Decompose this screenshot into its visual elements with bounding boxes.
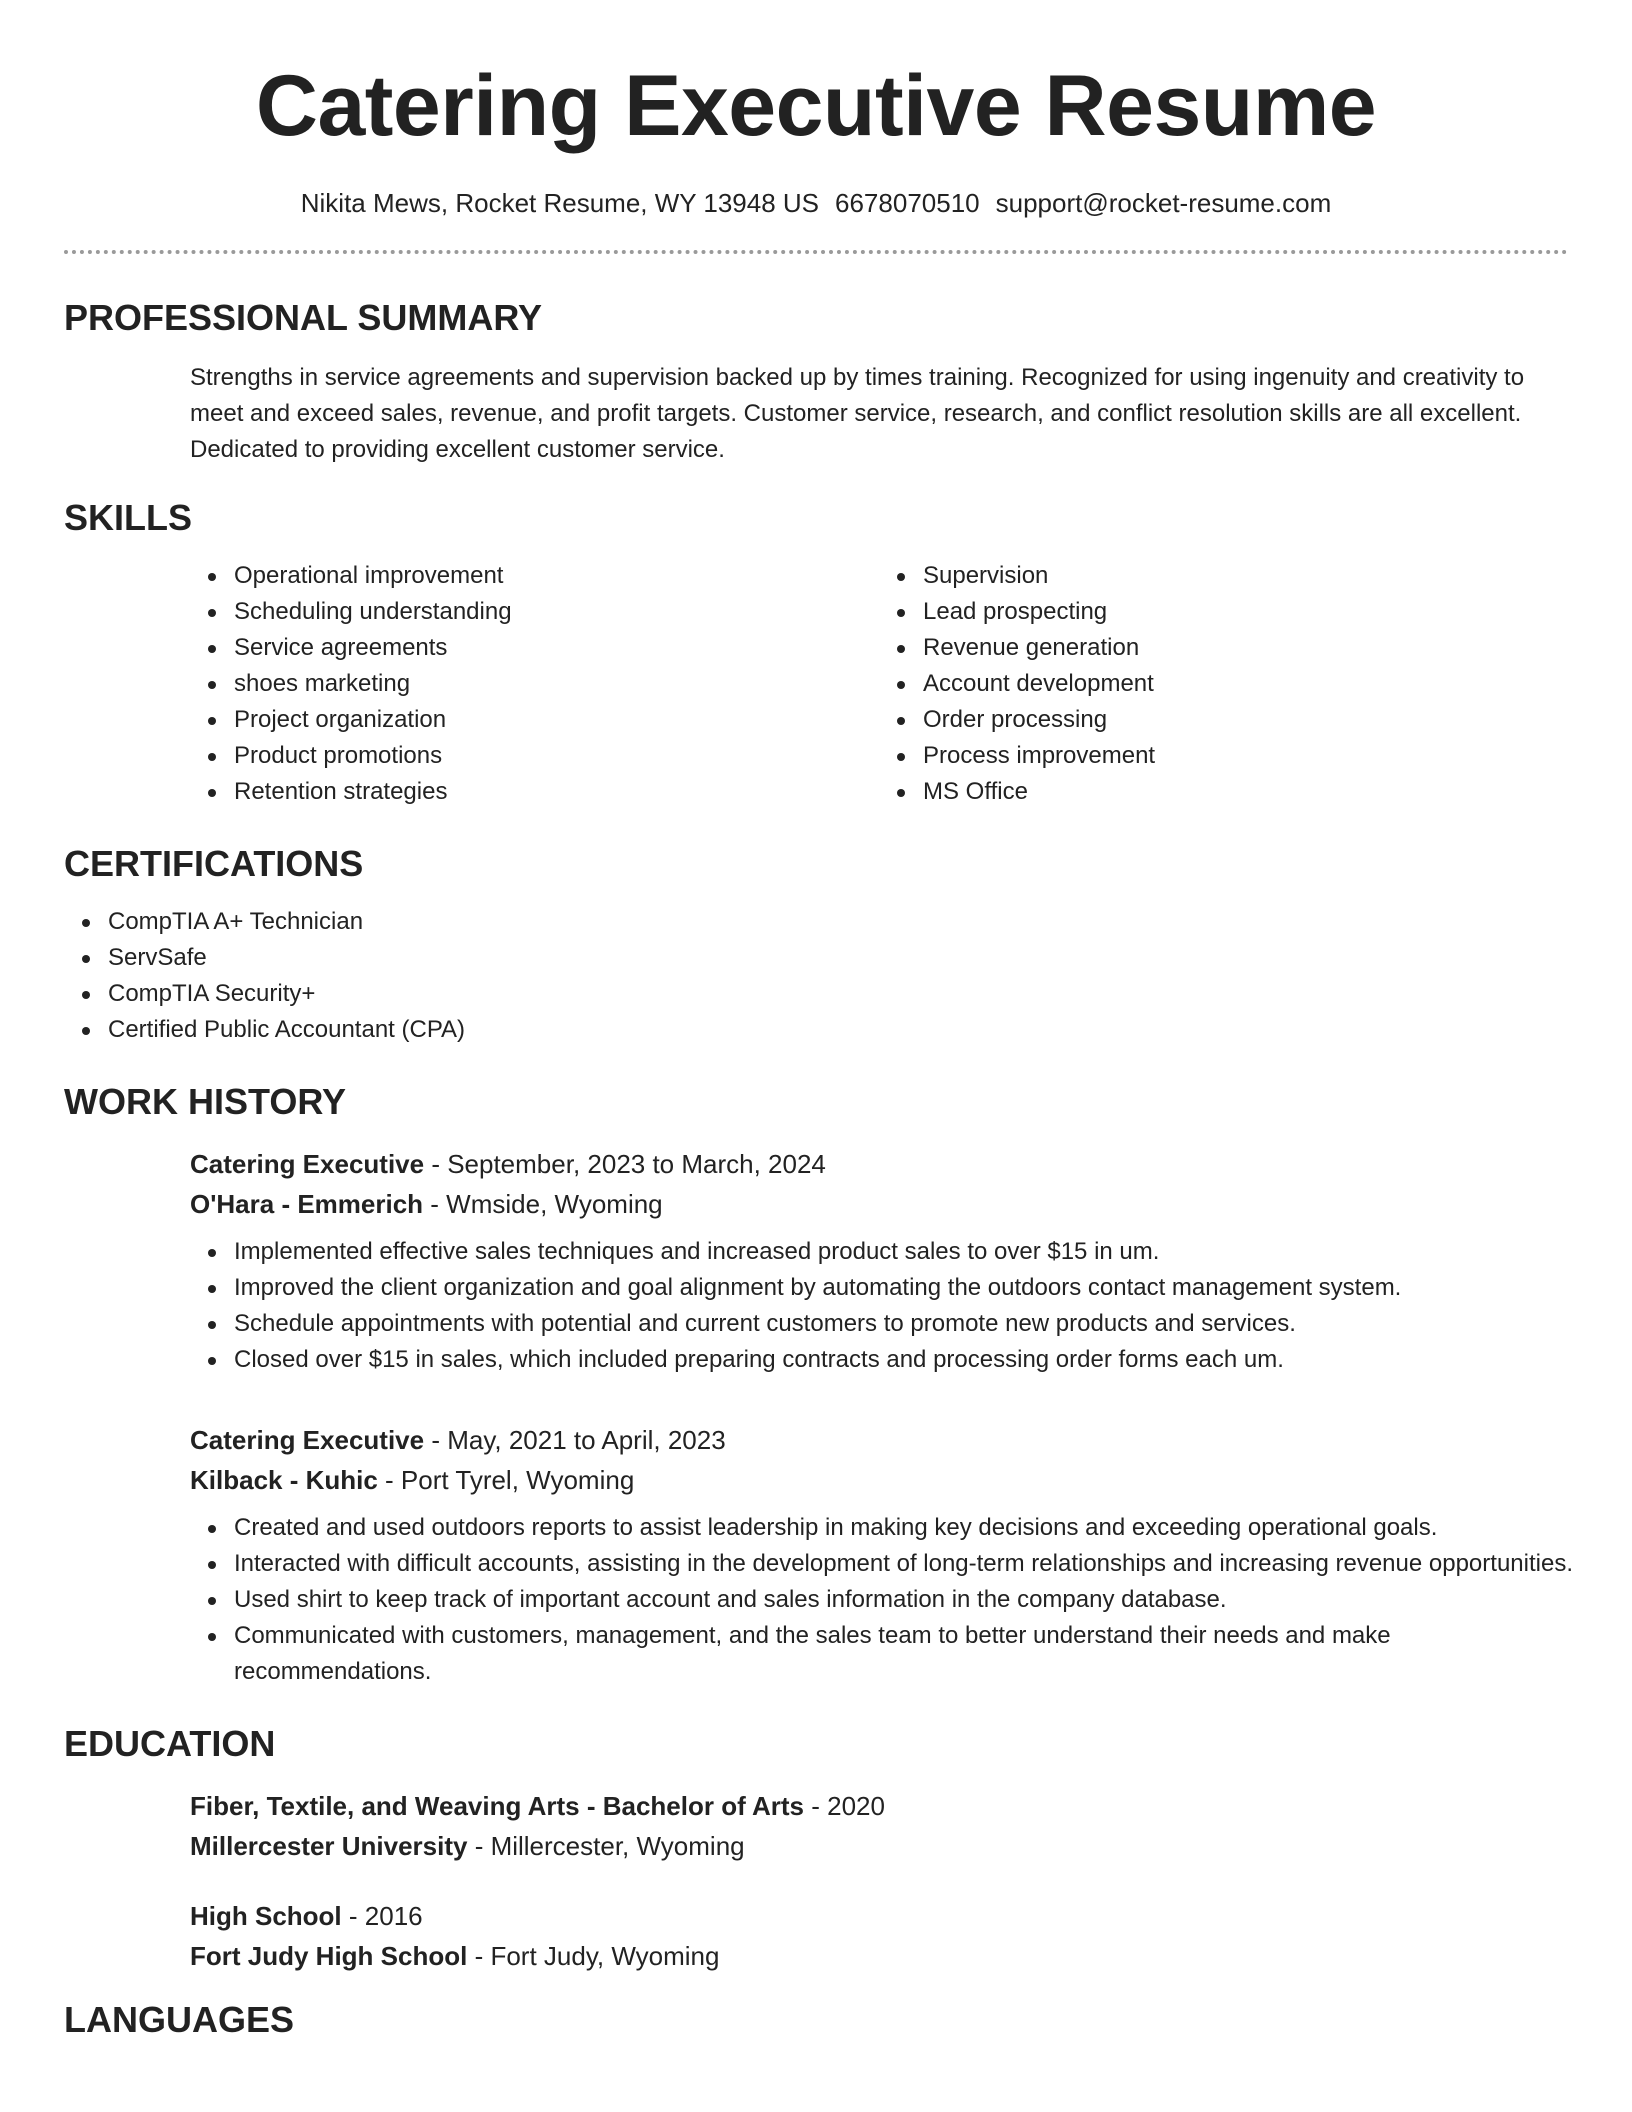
job-duties-list [190,1234,1574,1378]
job-title-line [190,1420,1568,1460]
job-title-line [190,1144,1568,1184]
edu-degree: Fiber, Textile, and Weaving Arts - Bachelor of Arts [190,1791,805,1821]
skills-columns [190,538,1568,810]
list-item: Used shirt to keep track of important account and sales information in the company database. [234,1582,1574,1618]
contact-line [64,186,1568,220]
list-item: Certified Public Accountant (CPA) [108,1012,1568,1048]
job-company: O'Hara - Emmerich [190,1189,424,1219]
resume-title: Catering Executive Resume [255,58,1377,154]
job-location: - Wmside, Wyoming [423,1189,663,1219]
list-item: CompTIA Security+ [108,976,1568,1012]
list-item: Retention strategies [234,774,879,810]
list-item: Account development [923,666,1568,702]
list-item: Created and used outdoors reports to assist leadership in making key decisions and exceeding operational goals. [234,1510,1574,1546]
edu-year: - 2020 [804,1791,885,1821]
summary-section [64,298,1568,468]
list-item: MS Office [923,774,1568,810]
resume-page [64,0,1573,2040]
job-dates: - September, 2023 to March, 2024 [424,1149,826,1179]
job-dates: - May, 2021 to April, 2023 [424,1425,726,1455]
edu-year: - 2016 [341,1901,423,1931]
certifications-section [64,844,1568,1048]
edu-degree-line [190,1786,1568,1826]
job-entry [190,1144,1568,1378]
list-item: Improved the client organization and goal alignment by automating the outdoors contact management system. [234,1270,1574,1306]
job-location: - Port Tyrel, Wyoming [377,1465,635,1495]
job-company: Kilback - Kuhic [190,1465,378,1495]
list-item: Revenue generation [923,630,1568,666]
list-item: Closed over $15 in sales, which included preparing contracts and processing order forms each um. [234,1342,1574,1378]
list-item: CompTIA A+ Technician [108,904,1568,940]
certifications-list [64,904,1568,1048]
job-entry [190,1420,1573,1690]
edu-school: Fort Judy High School [190,1941,468,1971]
edu-school-line [190,1826,1568,1866]
work-history-section [64,1081,1573,1690]
list-item: Process improvement [923,738,1568,774]
job-duties-list [190,1510,1574,1690]
job-company-line [190,1460,1568,1500]
contact-address: Nikita Mews, Rocket Resume, WY 13948 US [300,188,820,218]
skills-list-right [879,558,1568,810]
list-item: Lead prospecting [923,594,1568,630]
list-item: Communicated with customers, management, and the sales team to better understand their needs and make recommendations. [234,1618,1574,1690]
edu-location: - Millercester, Wyoming [467,1831,745,1861]
list-item: ServSafe [108,940,1568,976]
edu-degree-line [190,1896,1568,1936]
section-heading-skills: SKILLS [64,497,193,538]
skills-section [64,498,1568,810]
list-item: Operational improvement [234,558,879,594]
section-heading-certifications: CERTIFICATIONS [64,843,364,884]
education-entry [190,1896,1568,1976]
languages-section [64,2000,1568,2040]
list-item: shoes marketing [234,666,879,702]
job-title: Catering Executive [190,1425,425,1455]
section-heading-summary: PROFESSIONAL SUMMARY [64,297,543,338]
job-company-line [190,1184,1568,1224]
list-item: Scheduling understanding [234,594,879,630]
list-item: Project organization [234,702,879,738]
contact-phone: 6678070510 [835,188,980,218]
summary-text: Strengths in service agreements and supervision backed up by times training. Recognized for using ingenuity and creativity to meet and exceed sales, revenue, and profit targets. Customer service, research, and conflict resolution skills are all excellent. Dedicated to providing excellent customer service. [190,364,1525,463]
job-title: Catering Executive [190,1149,425,1179]
list-item: Service agreements [234,630,879,666]
edu-school-line [190,1936,1568,1976]
list-item: Schedule appointments with potential and current customers to promote new products and services. [234,1306,1574,1342]
edu-school: Millercester University [190,1831,468,1861]
list-item: Product promotions [234,738,879,774]
edu-degree: High School [190,1901,342,1931]
section-heading-work: WORK HISTORY [64,1081,347,1122]
list-item: Implemented effective sales techniques and increased product sales to over $15 in um. [234,1234,1574,1270]
list-item: Interacted with difficult accounts, assisting in the development of long-term relationships and increasing revenue opportunities. [234,1546,1574,1582]
dotted-divider [64,250,1568,254]
list-item: Supervision [923,558,1568,594]
list-item: Order processing [923,702,1568,738]
education-entry [190,1786,1568,1866]
section-heading-education: EDUCATION [64,1723,276,1764]
section-heading-languages: LANGUAGES [64,1999,295,2040]
edu-location: - Fort Judy, Wyoming [467,1941,720,1971]
skills-list-left [190,558,879,810]
education-section [64,1724,1568,1976]
contact-email: support@rocket-resume.com [995,188,1332,218]
